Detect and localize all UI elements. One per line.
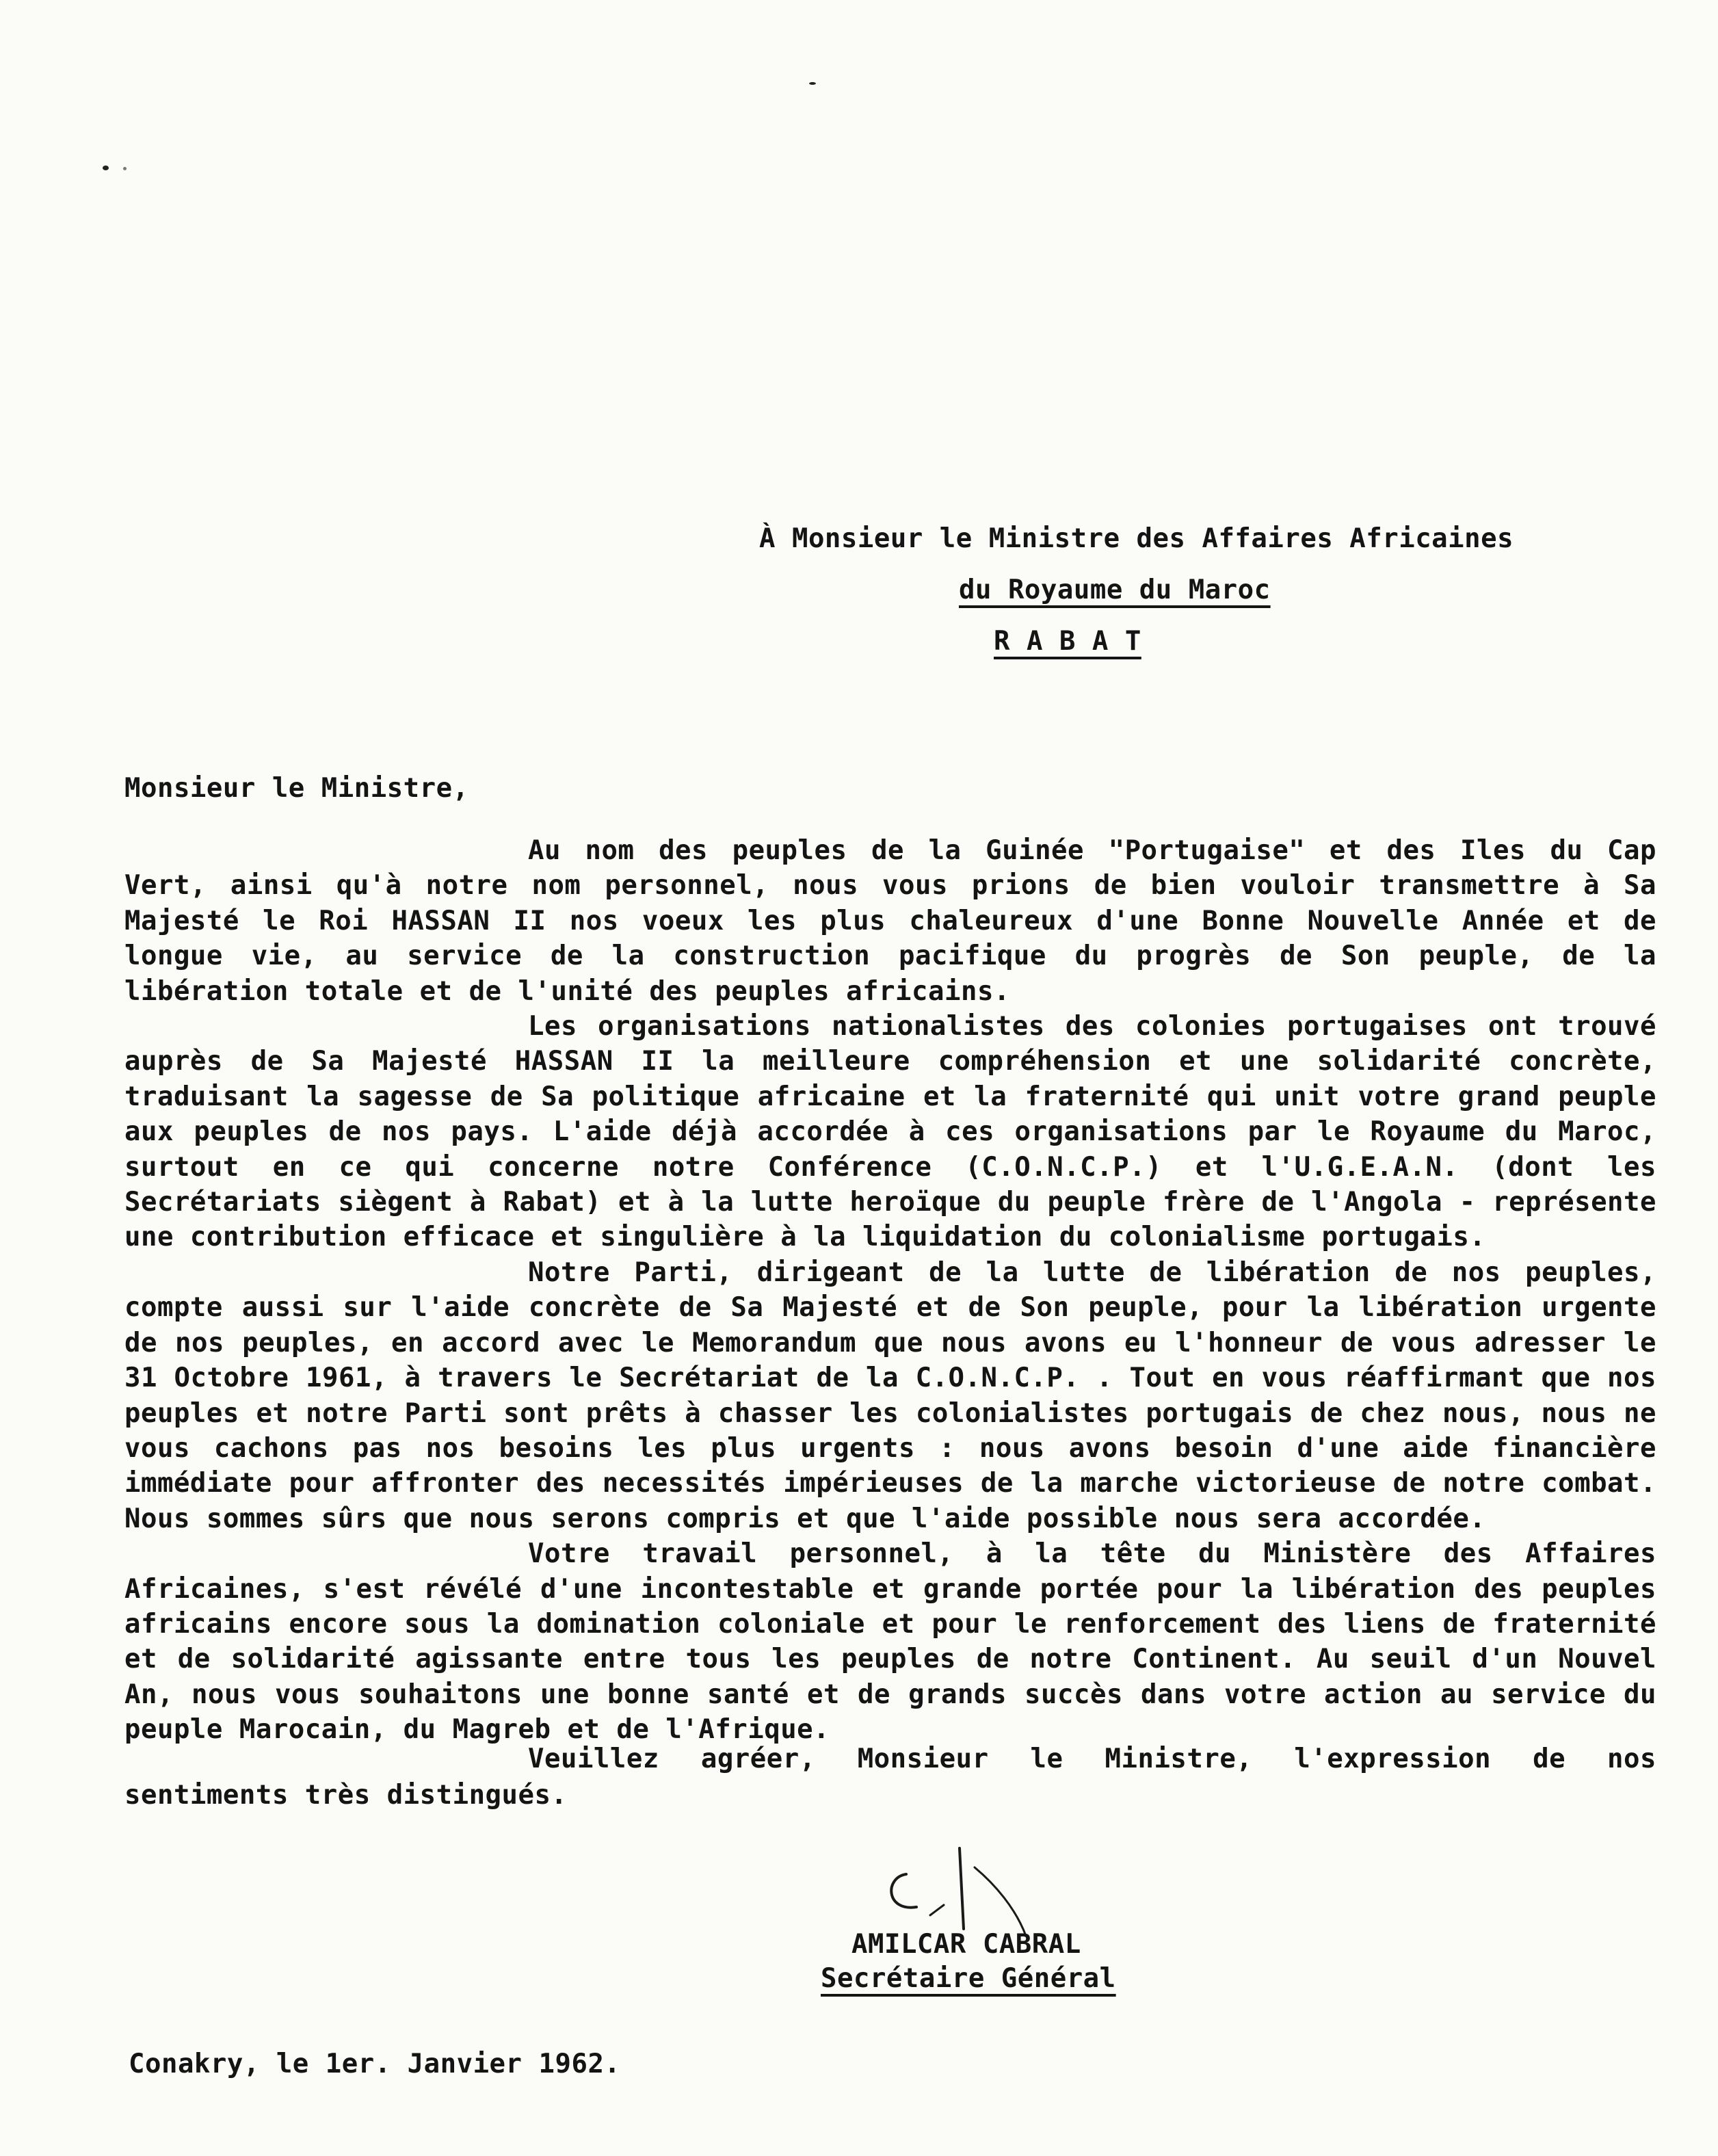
signatory-title: Secrétaire Général	[821, 1963, 1116, 1994]
paper-speck	[123, 167, 127, 170]
paper-speck	[103, 166, 109, 170]
body-paragraph-3: Notre Parti, dirigeant de la lutte de libération de nos peuples, compte aussi sur l'aide concrète de Sa Majesté et de Son peuple, pour la libération urgente de nos peuples, en accord avec le Memorandum que nous avons eu l'honneur de vous adresser le 31 Octobre 1961, à travers le Secrétariat de la C.O.N.C.P. . Tout en vous réaffirmant que nos peuples et notre Parti sont prêts à chasser les colonialistes portugais de chez nous, nous ne vous cachons pas nos besoins les plus urgents : nous avons besoin d'une aide financière immédiate pour affronter des necessités impérieuses de la marche victorieuse de notre combat. Nous sommes sûrs que nous serons compris et que l'aide possible nous sera accordée.	[124, 1257, 1656, 1534]
body-paragraph-1: Au nom des peuples de la Guinée "Portugaise" et des Iles du Cap Vert, ainsi qu'à notre nom personnel, nous vous prions de bien vouloir transmettre à Sa Majesté le Roi HASSAN II nos voeux les plus chaleureux d'une Bonne Nouvelle Année et de longue vie, au service de la construction pacifique du progrès de Son peuple, de la libération totale et de l'unité des peuples africains.	[124, 835, 1656, 1007]
address-line-2: du Royaume du Maroc	[959, 575, 1271, 605]
body-paragraph-2: Les organisations nationalistes des colonies portugaises ont trouvé auprès de Sa Majesté HASSAN II la meilleure compréhension et une solidarité concrète, traduisant la sagesse de Sa politique africaine et la fraternité qui unit votre grand peuple aux peuples de nos pays. L'aide déjà accordée à ces organisations par le Royaume du Maroc, surtout en ce qui concerne notre Conférence (C.O.N.C.P.) et l'U.G.E.A.N. (dont les Secrétariats siègent à Rabat) et à la lutte heroïque du peuple frère de l'Angola - représente une contribution efficace et singulière à la liquidation du colonialisme portugais.	[124, 1011, 1656, 1253]
closing-formula: Veuillez agréer, Monsieur le Ministre, l'expression de nos sentiments très distingués.	[124, 1744, 1656, 1811]
signatory-name: AMILCAR CABRAL	[851, 1929, 1081, 1960]
salutation: Monsieur le Ministre,	[124, 773, 469, 804]
place-and-date: Conakry, le 1er. Janvier 1962.	[129, 2049, 621, 2079]
letter-body	[124, 833, 1656, 1748]
body-paragraph-4: Votre travail personnel, à la tête du Ministère des Affaires Africaines, s'est révélé d'une incontestable et grande portée pour la libération des peuples africains encore sous la domination coloniale et pour le renforcement des liens de fraternité et de solidarité agissante entre tous les peuples de notre Continent. Au seuil d'un Nouvel An, nous vous souhaitons une bonne santé et de grands succès dans votre action au service du peuple Marocain, du Magreb et de l'Afrique.	[124, 1538, 1656, 1746]
address-city: R A B A T	[994, 626, 1141, 657]
paper-speck	[809, 82, 816, 85]
address-line-1: À Monsieur le Ministre des Affaires Africaines	[759, 523, 1514, 554]
